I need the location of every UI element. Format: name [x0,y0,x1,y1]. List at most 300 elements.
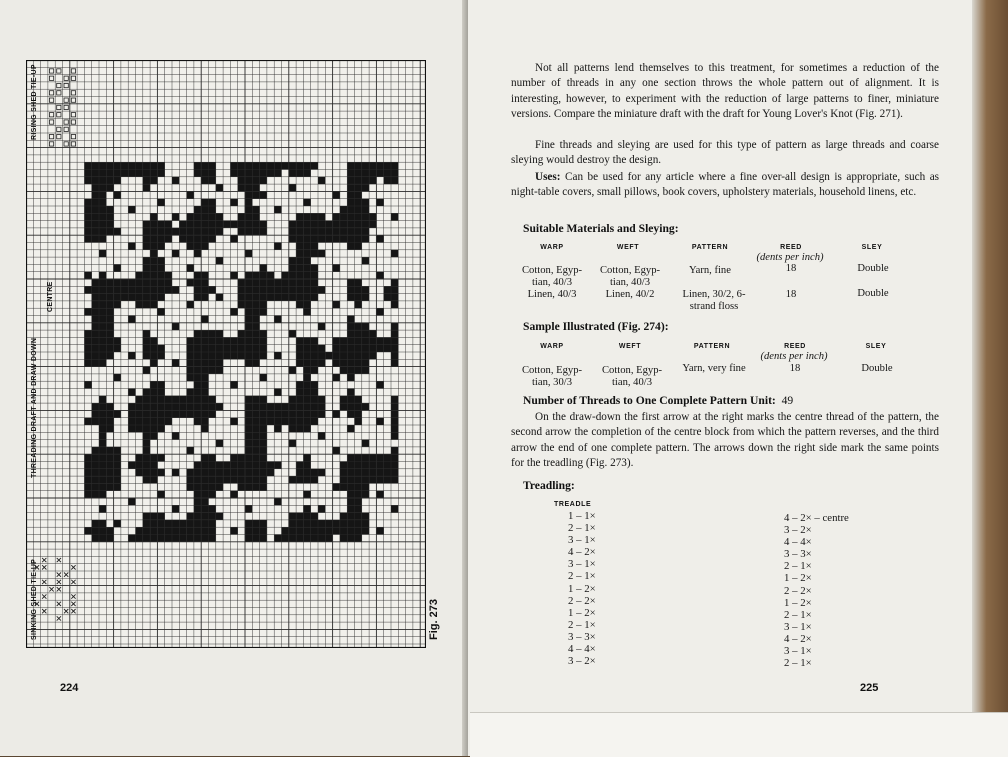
threads-heading-text: Number of Threads to One Complete Pattern Unit: [523,394,776,407]
drawdown-cell [209,221,216,228]
drawdown-cell [340,520,347,527]
drawdown-cell [136,410,143,417]
drawdown-cell [121,286,128,293]
drawdown-cell [157,491,164,498]
drawdown-cell [143,279,150,286]
drawdown-cell [179,221,186,228]
reed-subheader: (dents per inch) [760,351,828,362]
drawdown-cell [252,454,259,461]
drawdown-cell [194,330,201,337]
drawdown-cell [384,170,391,177]
drawdown-cell [106,308,113,315]
drawdown-cell [143,301,150,308]
drawdown-cell [230,454,237,461]
drawdown-cell [165,418,172,425]
drawdown-cell [187,396,194,403]
drawdown-cell [201,367,208,374]
drawdown-cell [260,294,267,301]
drawdown-cell [282,272,289,279]
drawdown-cell [355,294,362,301]
drawdown-cell [362,177,369,184]
drawdown-cell [216,228,223,235]
drawdown-cell [274,352,281,359]
drawdown-cell [106,425,113,432]
drawdown-cell [252,476,259,483]
drawdown-cell [99,432,106,439]
drawdown-cell [187,374,194,381]
drawdown-cell [282,286,289,293]
drawdown-cell [114,462,121,469]
drawdown-cell [179,396,186,403]
treadling-step: 3 – 1× [568,558,596,571]
drawdown-cell [245,250,252,257]
drawdown-cell [391,170,398,177]
drawdown-cell [99,221,106,228]
drawdown-cell [238,454,245,461]
drawdown-cell [355,286,362,293]
drawdown-cell [311,250,318,257]
drawdown-cell [201,221,208,228]
drawdown-cell [216,345,223,352]
drawdown-cell [143,513,150,520]
drawdown-cell [150,243,157,250]
drawdown-cell [92,483,99,490]
drawdown-cell [194,170,201,177]
drawdown-cell [260,527,267,534]
drawdown-cell [318,359,325,366]
drawdown-cell [355,177,362,184]
drawdown-cell [150,432,157,439]
drawdown-cell [92,352,99,359]
drawdown-cell [303,272,310,279]
drawdown-cell [325,221,332,228]
drawdown-cell [289,170,296,177]
rising-shed-tie-up-label: RISING SHED TIE-UP [31,64,38,140]
drawdown-cell [369,462,376,469]
drawdown-cell [172,396,179,403]
drawdown-cell [362,403,369,410]
drawdown-cell [230,352,237,359]
drawdown-cell [194,491,201,498]
drawdown-cell [150,301,157,308]
drawdown-cell [355,520,362,527]
drawdown-cell [347,191,354,198]
drawdown-cell [347,352,354,359]
drawdown-cell [274,170,281,177]
drawdown-cell [296,520,303,527]
drawdown-cell [92,330,99,337]
drawdown-cell [150,469,157,476]
treadling-step: 3 – 3× [784,548,812,561]
drawdown-cell [143,272,150,279]
drawdown-cell [325,235,332,242]
drawdown-cell [209,213,216,220]
drawdown-cell [92,301,99,308]
drawdown-cell [355,469,362,476]
drawdown-cell [376,272,383,279]
drawdown-cell [347,199,354,206]
drawdown-cell [245,520,252,527]
drawdown-cell [362,359,369,366]
drawdown-cell [289,535,296,542]
drawdown-cell [187,301,194,308]
drawdown-cell [252,337,259,344]
drawdown-cell [311,243,318,250]
drawdown-cell [238,469,245,476]
drawdown-cell [347,527,354,534]
drawdown-cell [362,454,369,461]
drawdown-cell [391,432,398,439]
drawdown-cell [347,483,354,490]
drawdown-cell [347,403,354,410]
drawdown-cell [376,527,383,534]
drawdown-cell [303,410,310,417]
drawdown-cell [92,491,99,498]
drawdown-cell [311,359,318,366]
drawdown-cell [340,462,347,469]
drawdown-cell [172,505,179,512]
drawdown-cell [216,469,223,476]
drawdown-cell [143,396,150,403]
drawdown-cell [157,243,164,250]
drawdown-cell [384,162,391,169]
drawdown-cell [201,337,208,344]
drawdown-cell [362,462,369,469]
drawdown-cell [106,228,113,235]
drawdown-cell [172,535,179,542]
drawdown-cell [143,228,150,235]
drawdown-cell [209,476,216,483]
drawdown-cell [391,447,398,454]
drawdown-cell [384,462,391,469]
drawdown-cell [99,396,106,403]
drawdown-cell [114,476,121,483]
drawdown-cell [106,469,113,476]
drawdown-cell [347,520,354,527]
drawdown-cell [260,301,267,308]
drawdown-cell [311,345,318,352]
drawdown-cell [121,279,128,286]
drawdown-cell [92,527,99,534]
drawdown-cell [252,359,259,366]
drawdown-cell [245,505,252,512]
drawdown-cell [238,221,245,228]
drawdown-cell [201,279,208,286]
drawdown-cell [209,206,216,213]
drawdown-cell [99,206,106,213]
drawdown-cell [252,432,259,439]
drawdown-cell [347,235,354,242]
drawdown-cell [245,323,252,330]
drawdown-cell [143,243,150,250]
drawdown-cell [245,447,252,454]
drawdown-cell [92,323,99,330]
drawdown-cell [362,483,369,490]
drawdown-cell [260,476,267,483]
drawdown-cell [92,170,99,177]
drawdown-cell [347,359,354,366]
drawdown-cell [355,345,362,352]
drawdown-cell [296,272,303,279]
drawdown-cell [274,316,281,323]
drawdown-cell [150,476,157,483]
drawdown-cell [260,286,267,293]
drawdown-cell [216,367,223,374]
drawdown-cell [267,294,274,301]
drawdown-cell [296,301,303,308]
drawdown-cell [165,279,172,286]
drawdown-cell [143,462,150,469]
drawdown-cell [391,359,398,366]
drawdown-cell [209,199,216,206]
drawdown-cell [274,403,281,410]
drawdown-cell [260,272,267,279]
drawdown-cell [369,330,376,337]
drawdown-cell [355,206,362,213]
drawdown-cell [201,425,208,432]
drawdown-cell [157,403,164,410]
drawdown-cell [347,498,354,505]
drawdown-cell [355,228,362,235]
drawdown-cell [245,228,252,235]
drawdown-cell [201,454,208,461]
drawdown-cell [187,527,194,534]
drawdown-cell [355,418,362,425]
drawdown-cell [311,279,318,286]
drawdown-cell [157,286,164,293]
drawdown-cell [318,505,325,512]
drawdown-cell [391,352,398,359]
drawdown-cell [289,279,296,286]
drawdown-cell [209,410,216,417]
drawdown-cell [92,191,99,198]
drawdown-cell [245,294,252,301]
drawdown-cell [106,286,113,293]
drawdown-cell [318,177,325,184]
drawdown-cell [128,462,135,469]
drawdown-cell [209,527,216,534]
drawdown-cell [99,425,106,432]
drawdown-cell [311,294,318,301]
drawdown-cell [391,505,398,512]
drawdown-cell [157,425,164,432]
drawdown-cell [318,235,325,242]
drawdown-cell [230,199,237,206]
drawdown-cell [311,418,318,425]
drawdown-cell [303,381,310,388]
drawdown-cell [194,418,201,425]
table-cell: Yarn, fine [689,265,731,276]
drawdown-cell [238,286,245,293]
drawdown-cell [245,308,252,315]
drawdown-cell [209,535,216,542]
drawdown-cell [362,527,369,534]
drawdown-cell [333,191,340,198]
drawdown-cell [194,345,201,352]
drawdown-cell [106,352,113,359]
drawdown-cell [99,418,106,425]
drawdown-cell [252,272,259,279]
drawdown-cell [172,469,179,476]
drawdown-cell [114,294,121,301]
drawdown-cell [333,264,340,271]
drawdown-cell [238,476,245,483]
drawdown-cell [128,316,135,323]
drawdown-cell [282,403,289,410]
drawdown-cell [194,162,201,169]
drawdown-cell [201,235,208,242]
drawdown-cell [260,352,267,359]
drawdown-cell [99,162,106,169]
drawdown-cell [238,294,245,301]
table-cell: 18 [785,289,797,300]
col-header-warp: WARP [540,244,564,251]
drawdown-cell [92,213,99,220]
drawdown-cell [143,520,150,527]
drawdown-cell [274,462,281,469]
drawdown-cell [376,199,383,206]
drawdown-cell [216,352,223,359]
left-page-number: 224 [60,682,79,694]
drawdown-cell [267,279,274,286]
drawdown-cell [106,206,113,213]
drawdown-cell [303,213,310,220]
drawdown-cell [376,337,383,344]
drawdown-cell [274,243,281,250]
drawdown-cell [194,213,201,220]
drawdown-cell [355,191,362,198]
drawdown-cell [355,505,362,512]
drawdown-cell [187,535,194,542]
treadling-step: 4 – 2× [784,632,812,645]
drawdown-cell [230,381,237,388]
drawdown-cell [260,330,267,337]
table-cell: Double [857,263,889,274]
drawdown-cell [355,491,362,498]
drawdown-cell [391,213,398,220]
drawdown-cell [289,403,296,410]
drawdown-cell [99,337,106,344]
drawdown-cell [201,177,208,184]
drawdown-cell [230,221,237,228]
drawdown-cell [347,462,354,469]
drawdown-cell [194,367,201,374]
drawdown-cell [238,162,245,169]
drawdown-cell [143,476,150,483]
drawdown-cell [369,213,376,220]
drawdown-cell [289,410,296,417]
drawdown-cell [252,425,259,432]
drawdown-cell [143,184,150,191]
col-header-reed: REED [784,343,806,350]
drawdown-cell [289,520,296,527]
drawdown-cell [347,513,354,520]
left-page [0,0,468,756]
drawdown-cell [150,535,157,542]
drawdown-cell [267,286,274,293]
drawdown-cell [209,162,216,169]
drawdown-cell [340,396,347,403]
drawdown-cell [121,294,128,301]
drawdown-cell [84,272,91,279]
drawdown-cell [318,323,325,330]
drawdown-cell [303,367,310,374]
drawdown-cell [333,520,340,527]
drawdown-cell [274,286,281,293]
drawdown-cell [143,410,150,417]
drawdown-cell [369,177,376,184]
drawdown-cell [355,513,362,520]
drawdown-cell [347,337,354,344]
drawdown-cell [216,403,223,410]
drawdown-cell [136,425,143,432]
materials-heading: Suitable Materials and Sleying: [523,222,679,235]
drawdown-cell [347,228,354,235]
drawdown-cell [260,374,267,381]
fine-threads-paragraph: Fine threads and sleying are used for this type of pattern as large threads and coarse sleying would destroy the design. [511,139,939,167]
drawdown-cell [99,527,106,534]
drawdown-cell [128,294,135,301]
drawdown-cell [150,337,157,344]
drawdown-cell [99,454,106,461]
drawdown-cell [143,162,150,169]
drawdown-cell [179,403,186,410]
drawdown-cell [92,221,99,228]
drawdown-cell [194,535,201,542]
drawdown-cell [106,213,113,220]
drawdown-cell [252,352,259,359]
drawdown-cell [296,279,303,286]
drawdown-cell [179,520,186,527]
drawdown-cell [114,483,121,490]
drawdown-cell [296,162,303,169]
drawdown-cell [274,418,281,425]
drawdown-cell [230,308,237,315]
drawdown-cell [92,454,99,461]
drawdown-cell [303,454,310,461]
drawdown-cell [260,447,267,454]
drawdown-cell [187,410,194,417]
drawdown-cell [384,345,391,352]
drawdown-cell [260,454,267,461]
drawdown-cell [84,286,91,293]
drawdown-cell [260,483,267,490]
drawdown-cell [179,235,186,242]
drawdown-cell [187,476,194,483]
drawdown-cell [318,535,325,542]
drawdown-cell [333,359,340,366]
drawdown-cell [114,279,121,286]
drawdown-cell [274,162,281,169]
page-edge-shadow [972,0,1008,756]
drawdown-cell [318,469,325,476]
col-header-reed: REED [780,244,802,251]
drawdown-cell [303,235,310,242]
drawdown-cell [99,170,106,177]
drawdown-cell [201,513,208,520]
drawdown-cell [362,213,369,220]
drawdown-cell [157,418,164,425]
drawdown-cell [143,345,150,352]
drawdown-cell [187,221,194,228]
drawdown-cell [157,389,164,396]
drawdown-cell [260,170,267,177]
drawdown-cell [106,535,113,542]
drawdown-cell [201,352,208,359]
drawdown-cell [150,162,157,169]
drawdown-cell [230,272,237,279]
drawdown-cell [303,396,310,403]
